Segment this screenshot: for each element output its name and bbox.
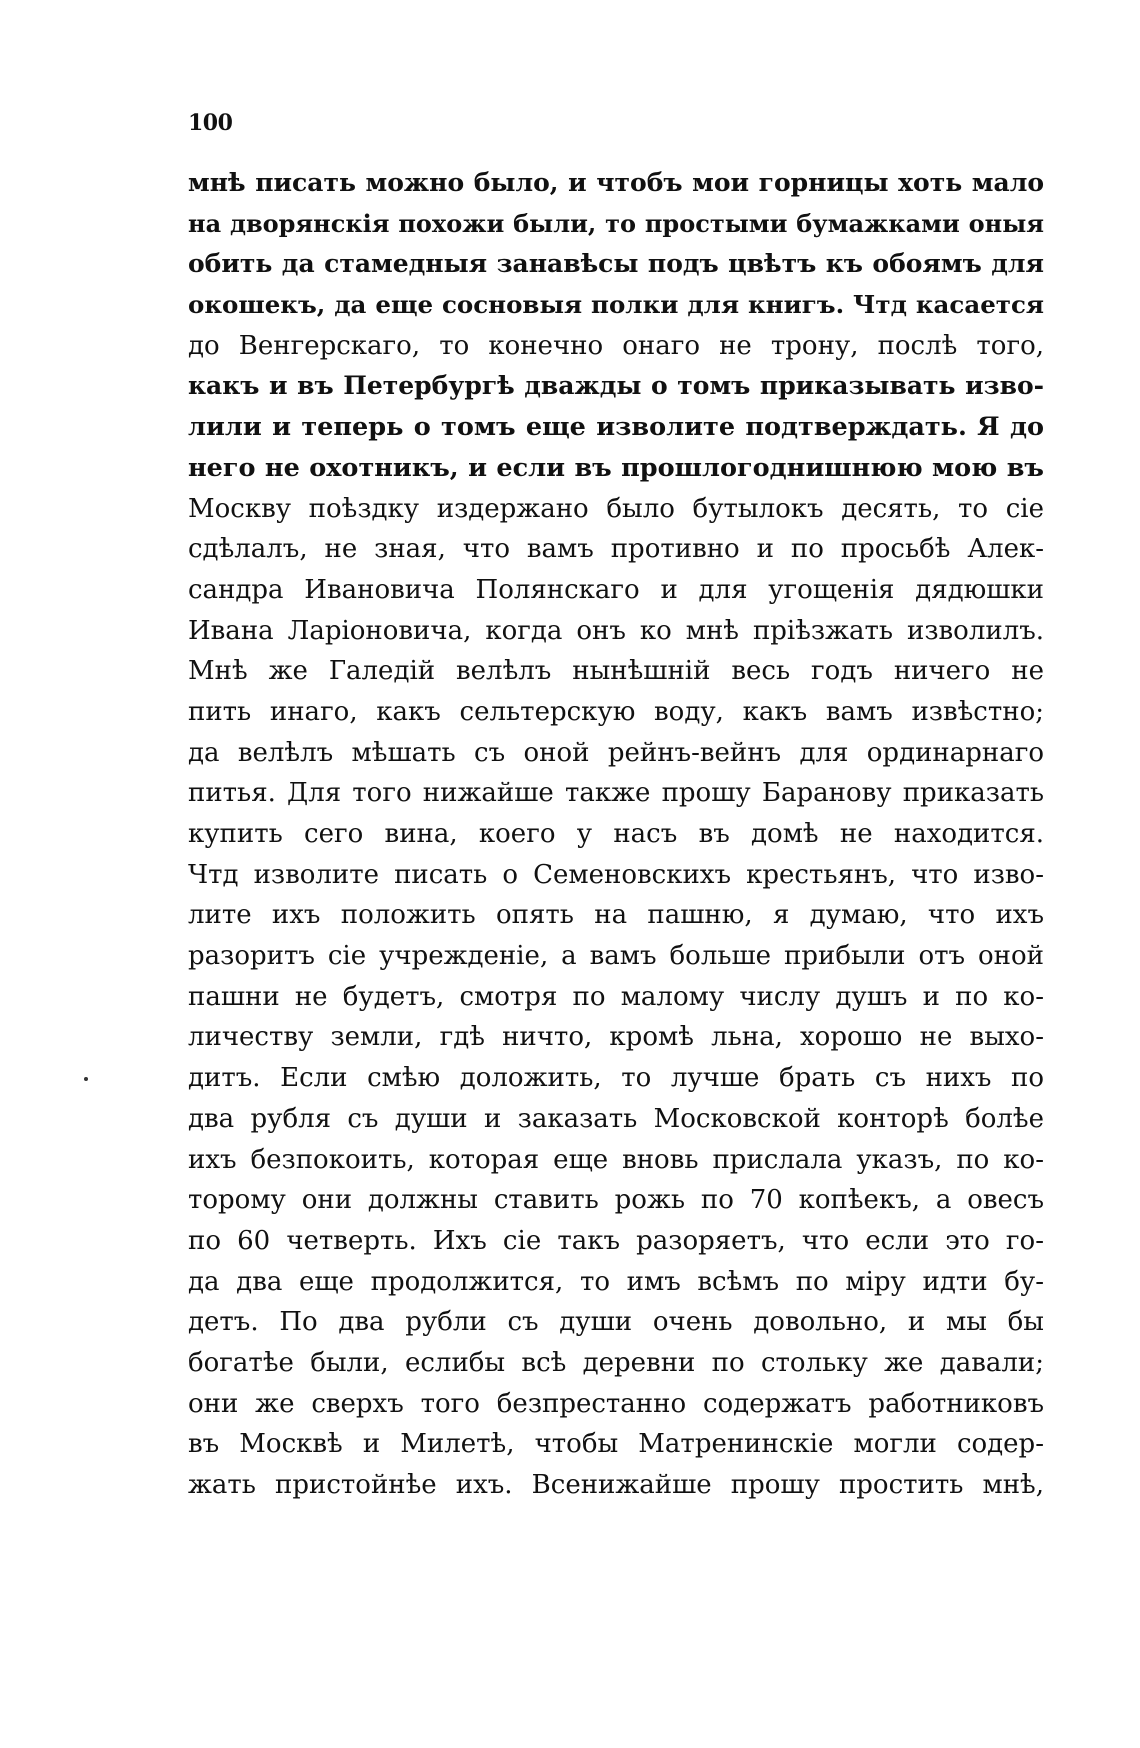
text-line: жать пристойнѣе ихъ. Всенижайше прошу простить мнѣ, [188,1470,1044,1500]
text-line: они же сверхъ того безпрестанно содержатъ работниковъ [188,1388,1044,1419]
text-line: богатѣе были, еслибы всѣ деревни по стольку же давали; [188,1347,1044,1378]
text-line: сандра Ивановича Полянскаго и для угощенія дядюшки [188,574,1044,605]
text-line: разоритъ сіе учрежденіе, а вамъ больше прибыли отъ оной [188,941,1044,972]
text-line: торому они должны ставить рожь по 70 копѣекъ, а овесъ [188,1185,1044,1216]
text-line: сдѣлалъ, не зная, что вамъ противно и по просьбѣ Алек- [188,534,1044,565]
text-line: Ивана Ларіоновича, когда онъ ко мнѣ пріѣзжать изволилъ. [188,615,1044,646]
text-line: до Венгерскаго, то конечно онаго не трону, послѣ того, [188,330,1044,361]
text-line: окошекъ, да еще сосновыя полки для книгъ. Чтд касается [188,290,1044,320]
text-line: личеству земли, гдѣ ничто, кромѣ льна, хорошо не выхо- [188,1022,1044,1053]
text-line: купить сего вина, коего у насъ въ домѣ не находится. [188,819,1044,849]
text-line: пашни не будетъ, смотря по малому числу душъ и по ко- [188,981,1044,1012]
text-line: него не охотникъ, и если въ прошлогоднишнюю мою въ [188,452,1044,483]
text-line: ихъ безпокоить, которая еще вновь прислала указъ, по ко- [188,1144,1044,1175]
text-line: пить инаго, какъ сельтерскую воду, какъ вамъ извѣстно; [188,696,1044,727]
text-line: да велѣлъ мѣшать съ оной рейнъ-вейнъ для ординарнаго [188,737,1044,768]
text-line: обить да стамедныя занавѣсы подъ цвѣтъ къ обоямъ для [188,249,1044,279]
text-line: какъ и въ Петербургѣ дважды о томъ приказывать изво- [188,371,1044,401]
text-line: Чтд изволите писать о Семеновскихъ крестьянъ, что изво- [188,859,1044,890]
text-line: лите ихъ положить опять на пашню, я думаю, что ихъ [188,900,1044,931]
text-line: два рубля съ души и заказать Московской конторѣ болѣе [188,1103,1044,1134]
text-line: дитъ. Если смѣю доложить, то лучше брать съ нихъ по [188,1063,1044,1094]
text-line: детъ. По два рубли съ души очень довольно, и мы бы [188,1307,1044,1338]
text-line: въ Москвѣ и Милетѣ, чтобы Матренинскіе могли содер- [188,1429,1044,1460]
text-line: на дворянскія похожи были, то простыми бумажками оныя [188,208,1044,238]
page-number: 100 [188,110,233,136]
text-line: по 60 четверть. Ихъ сіе такъ разоряетъ, что если это го- [188,1225,1044,1256]
text-line: питья. Для того нижайше также прошу Баранову приказать [188,778,1044,809]
text-line: Мнѣ же Галедій велѣлъ нынѣшній весь годъ ничего не [188,656,1044,687]
ink-speck [84,1077,88,1081]
text-line: лили и теперь о томъ еще изволите подтверждать. Я до [188,412,1044,443]
body-text [188,163,1044,1506]
text-line: да два еще продолжится, то имъ всѣмъ по міру идти бу- [188,1266,1044,1297]
text-line: мнѣ писать можно было, и чтобъ мои горницы хоть мало [188,168,1044,197]
text-line: Москву поѣздку издержано было бутылокъ десять, то сіе [188,493,1044,524]
